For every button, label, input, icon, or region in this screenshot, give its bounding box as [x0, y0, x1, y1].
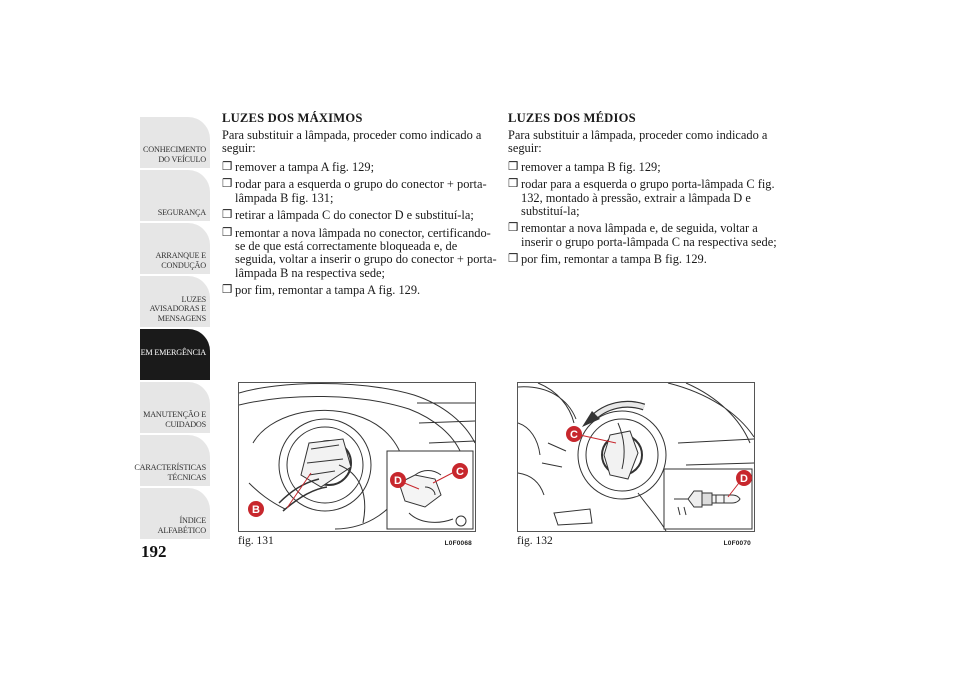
figure-caption: fig. 132	[517, 535, 553, 547]
tab-manutencao-e-cuidados[interactable]	[140, 382, 210, 433]
tab-indice-alfabetico[interactable]	[140, 488, 210, 539]
figure-caption: fig. 131	[238, 535, 274, 547]
checkbox-bullet-icon: ❒	[508, 253, 519, 266]
tab-label: EM EMERGÊNCIA	[140, 347, 206, 357]
figure-illustration	[238, 382, 476, 532]
step-item: ❒ por fim, remontar a tampa A fig. 129.	[222, 283, 421, 298]
checkbox-bullet-icon: ❒	[222, 226, 233, 239]
tab-conhecimento-do-veiculo[interactable]	[140, 117, 210, 168]
headlamp-low-beam-illustration	[518, 383, 754, 531]
step-item: ❒ remover a tampa A fig. 129;	[222, 159, 375, 174]
checkbox-bullet-icon: ❒	[222, 160, 233, 173]
tab-luzes-avisadoras-e-mensagens[interactable]	[140, 276, 210, 327]
page-number: 192	[141, 542, 167, 561]
figure-132	[517, 382, 755, 547]
figure-illustration	[517, 382, 755, 532]
figure-131	[238, 382, 476, 547]
checkbox-bullet-icon: ❒	[508, 178, 519, 191]
step-item: ❒ rodar para a esquerda o grupo do conector + porta-lâmpada B fig. 131;	[222, 177, 487, 205]
callout-d-label: D	[740, 473, 748, 485]
tab-label: SEGURANÇA	[157, 207, 206, 217]
checkbox-bullet-icon: ❒	[222, 209, 233, 222]
checkbox-bullet-icon: ❒	[508, 222, 519, 235]
tab-label: CONHECIMENTO DO VEÍCULO	[143, 145, 206, 164]
tab-caracteristicas-tecnicas[interactable]	[134, 435, 210, 486]
section-intro: Para substituir a lâmpada, proceder como indicado a seguir:	[508, 128, 768, 156]
section-luzes-dos-medios	[508, 112, 783, 271]
step-item: ❒ remover a tampa B fig. 129;	[508, 159, 661, 174]
step-item: ❒ remontar a nova lâmpada no conector, certificando-se de que está correctamente bloqueada e, de seguida, voltar a inserir o grupo do conector + porta-lâmpada B na respectiva sede;	[222, 225, 497, 280]
section-title: LUZES DOS MÉDIOS	[508, 111, 636, 125]
chapter-tabs	[134, 117, 210, 541]
checkbox-bullet-icon: ❒	[222, 284, 233, 297]
section-title: LUZES DOS MÁXIMOS	[222, 111, 363, 125]
tab-em-emergencia[interactable]	[140, 329, 210, 380]
tab-seguranca[interactable]	[140, 170, 210, 221]
callout-b-label: B	[252, 504, 260, 516]
step-list	[508, 161, 783, 267]
figure-caption-row	[517, 535, 755, 547]
step-item: ❒ rodar para a esquerda o grupo porta-lâmpada C fig. 132, montado à pressão, extrair a lâmpada D e substituí-la;	[508, 177, 775, 218]
tab-label: LUZES AVISADORAS E MENSAGENS	[149, 294, 206, 323]
tab-label: CARACTERÍSTICAS TÉCNICAS	[134, 463, 206, 482]
headlamp-high-beam-illustration	[239, 383, 475, 531]
section-intro: Para substituir a lâmpada, proceder como indicado a seguir:	[222, 128, 482, 156]
tab-label: MANUTENÇÃO E CUIDADOS	[143, 410, 206, 429]
step-item: ❒ retirar a lâmpada C do conector D e substituí-la;	[222, 208, 474, 223]
callout-c-label: C	[570, 429, 578, 441]
figure-code: L0F0068	[444, 540, 472, 547]
figure-code: L0F0070	[723, 540, 751, 547]
tab-arranque-e-conducao[interactable]	[140, 223, 210, 274]
tab-label: ARRANQUE E CONDUÇÃO	[155, 251, 206, 270]
callout-d-label: D	[394, 475, 402, 487]
step-item: ❒ remontar a nova lâmpada e, de seguida, voltar a inserir o grupo porta-lâmpada C na respectiva sede;	[508, 221, 777, 249]
tab-label: ÍNDICE ALFABÉTICO	[157, 516, 206, 535]
checkbox-bullet-icon: ❒	[222, 178, 233, 191]
callout-c-label: C	[456, 466, 464, 478]
section-luzes-dos-maximos	[222, 112, 497, 302]
step-list	[222, 161, 497, 298]
checkbox-bullet-icon: ❒	[508, 160, 519, 173]
figure-caption-row	[238, 535, 476, 547]
step-item: ❒ por fim, remontar a tampa B fig. 129.	[508, 252, 707, 267]
